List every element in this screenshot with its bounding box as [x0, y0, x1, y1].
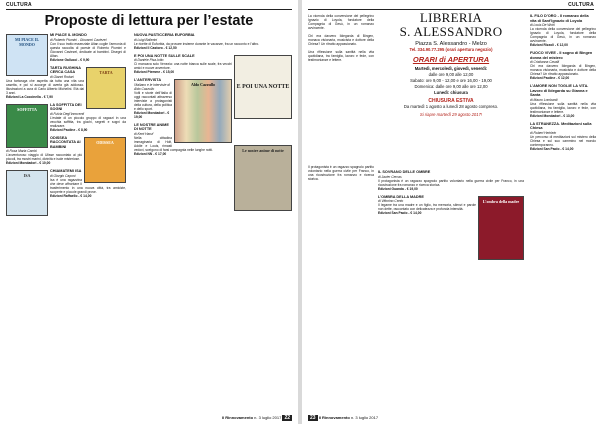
article: [378, 170, 524, 191]
article-title: LE NOSTRE ANIME DI NOTTE: [134, 122, 169, 131]
page-number: 22: [284, 415, 290, 421]
article-continuation: Il protagonista è un ragazzo spagnolo partito volontario nella guerra civile per Franco, in una ricostruzione fra romanzo e ricerca storica.: [308, 165, 374, 181]
left-column-right-page: [308, 14, 374, 62]
article: [530, 84, 596, 118]
article-edition: Edizioni San Paolo - € 14,00: [530, 146, 574, 151]
article-edition: Edizioni Piemme - € 15,00: [134, 70, 175, 74]
article-author: di Kent Haruf: [134, 131, 154, 136]
bookstore-phone: Tel. 334.90.77.295 (orari apertura negozio): [409, 47, 493, 52]
bookstore-name-2: S. ALESSANDRO: [399, 24, 503, 39]
article-body: Nella cittadina immaginaria di Holt, Addie e Louis, rimasti vedovi, scelgono di farsi compagnia nelle lunghe notti.: [134, 135, 213, 152]
article-author: di Giorgio Caponi: [50, 173, 76, 178]
article-author: di Cristianna Cavalli: [530, 60, 560, 64]
article-title: TARTA RUGHINA CERCA CASA: [50, 65, 81, 74]
article-author: di Rosa Maria Cambi: [6, 149, 37, 153]
article-body: Una riflessione sulla santità nella vita quotidiana, tra famiglia, lavoro e fede, con testimonianze e lettere.: [530, 101, 596, 114]
article-edition: Edizioni Mondadori - € 13,00: [530, 113, 575, 118]
page-title: Proposte di lettura per l’estate: [44, 13, 254, 29]
article-body: Un percorso di meditazioni sul mistero della Chiesa e sul suo cammino nel mondo contemporaneo.: [530, 134, 596, 147]
article-author: di Mauro Lombardi: [530, 97, 558, 102]
article-body: Ci mancava solo Venezia: una notte bianca sulle scale, fra vecchi amici e nuove avventure.: [134, 62, 232, 70]
article-author: di Louis De Wohl: [530, 23, 555, 27]
article-edition: Edizioni Raffaello - € 14,00: [50, 193, 92, 198]
article-title: NUOVA PASTICCERIA EUFORBIA: [134, 33, 195, 37]
article-title: ODISSEA RACCONTATA AI BAMBINI: [50, 135, 81, 149]
article-title: CHIAMATEMI ISA: [50, 169, 82, 173]
article-body: L’estate di un piccolo gruppo di ragazzi in una vecchia soffitta, tra giochi, segreti e sogni da realizzare.: [50, 115, 126, 128]
article-author: di Vittorino Cento: [378, 199, 404, 203]
article-title: L’AMORE NON TOGLIE LA VITA. Lavoro di Ildegarda su Gianna e Santa: [530, 84, 589, 97]
article-title: MI PIACE IL MONDO: [50, 33, 87, 37]
header-rule: [6, 9, 292, 10]
article: [134, 33, 292, 50]
weekday-label: Martedì, mercoledì, giovedì, venerdì:: [414, 66, 488, 71]
article-author: l’Italiano e le interviste di Aldo Cazzullo: [134, 82, 170, 91]
book-cover-image: L’ombra della madre: [478, 196, 524, 260]
sunday-hours: Domenica: dalle ore 9,00 alle ore 12,00: [414, 84, 488, 89]
left-page: [0, 0, 298, 424]
book-cover-image: TARTA: [86, 67, 126, 109]
article-author: di Luigi Ballerini: [134, 37, 158, 42]
book-cover-image: MI PIACE IL MONDO: [6, 34, 48, 76]
article-edition: Edizioni Il Castoro - € 12,50: [134, 45, 177, 50]
book-cover-image: ODISSEA: [84, 137, 126, 183]
article-body: Isa è una ragazzina che deve affrontare il trasferimento in una nuova città, tra amicizie, scoperte e piccole grandi prove.: [50, 177, 126, 194]
article-body: Il protagonista è un ragazzo spagnolo partito volontario nella guerra civile per Franco, in una ricostruzione fra romanzo e ricerca storica.: [378, 178, 524, 187]
article-body: Il legame tra una madre e un figlio, tra memoria, silenzi e parole non dette, raccontato con delicatezza e profonda intensità.: [378, 203, 476, 211]
article-body: Una tartaruga che aspetta da tutta una vita una casetta, e poi si accorge di averla già addosso. Illustrazioni a cura di Carlo Alberto Michelini. Età dai 3 anni.: [6, 78, 84, 95]
page-footer: 23 Il Rinnovamento n. 3 luglio 2017: [310, 415, 379, 421]
article-body: La vicenda della conversione del pellegrino Ignazio di Loyola, fondatore della Compagnia di Gesù, in un romanzo avvincente.: [530, 27, 596, 43]
article: [6, 33, 126, 62]
summer-closing: CHIUSURA ESTIVA: [428, 98, 474, 104]
bookstore-address: Piazza S. Alessandro - Melzo: [415, 41, 487, 47]
section-label: CULTURA: [568, 2, 594, 8]
book-cover-image: ISA: [6, 170, 48, 216]
article-title: LA SOFFITTA DEI SOGNI: [50, 102, 82, 111]
article-edition: Edizioni Guanda - € 19,00: [378, 186, 418, 191]
left-column-2: [134, 33, 292, 212]
article-author: di Fulvia Degl’Innocenti: [50, 111, 85, 116]
right-column: [530, 14, 596, 155]
article-title: L’OMBRA DELLA MADRE: [378, 194, 424, 199]
book-cover-image: Aldo Cazzullo: [174, 79, 232, 143]
article-author: di Roberto Piumini - Giovanni Caviezel: [50, 37, 107, 42]
book-cover-image: E POI UNA NOTTE: [234, 55, 292, 119]
bookstore-hours-box: [378, 11, 524, 165]
article-author: di Daniele Pisa-Iotto: [134, 58, 164, 62]
bookstore-name: LIBRERIA: [419, 10, 483, 25]
left-column-1: [6, 33, 126, 217]
article-continuation: Una riflessione sulla santità nella vita quotidiana, tra famiglia, lavoro e fede, con testimonianze e lettere.: [308, 50, 374, 62]
right-page: [302, 0, 600, 424]
article: [530, 14, 596, 47]
article: [378, 195, 524, 216]
article-title: IL SOVRANO DELLE OMBRE: [378, 170, 431, 174]
article-body: L’avventuroso viaggio di Ulisse raccontato ai più piccoli, tra mostri marini, divinità e isole misteriose.: [6, 153, 82, 161]
article-edition: Edizione Gallucci - € 9,90: [50, 57, 90, 62]
article-edition: Edizioni San Paolo - € 14,00: [378, 211, 422, 215]
page-footer: Il Rinnovamento n. 3 luglio 2017 22: [221, 415, 290, 421]
book-cover-image: Le nostre anime di notte: [234, 145, 292, 211]
saturday-hours: Sabato: ore 9,00 - 12,00 e ore 16,00 - 19,00: [410, 78, 492, 83]
article-title: LA STRANEZZA. Meditazioni sulla Chiesa: [530, 121, 592, 130]
article-edition: Edizioni Mondadori - € 10,00: [6, 161, 51, 165]
article-title: FUOCO VIVEE - Il sogno di Bingen donna del mistero: [530, 51, 593, 60]
section-label: CULTURA: [6, 2, 32, 8]
middle-left-column: [308, 165, 374, 181]
article: [530, 122, 596, 151]
article-title: E POI UNA NOTTE SULLE SCALE: [134, 53, 195, 58]
article-edition: Edizioni Mondadori - € 19,00: [134, 110, 170, 119]
article-author: di Javier Cercas: [378, 174, 402, 179]
article-edition: Edizioni Paoline - € 8,90: [50, 127, 88, 132]
weekday-hours: dalle ore 9,00 alle 12,00: [428, 72, 474, 77]
article-edition: Edizioni La Coccinella - € 7,90: [6, 94, 53, 99]
article-author: di Gianni Rodari: [50, 74, 74, 79]
article-title: L’ANTERVISTA: [134, 78, 162, 82]
article: [530, 51, 596, 80]
opening-hours-title: ORARI di APERTURA: [412, 55, 490, 64]
summer-closing-detail: Da martedì 1 agosto a lunedì 28 agosto compreso.: [403, 104, 499, 109]
article-edition: Edizioni NN - € 17,00: [134, 151, 167, 156]
article-continuation: Chi era davvero Ildegarda di Bingen, monaca visionaria, musicista e dottore della Chiesa? Un ritratto appassionato.: [308, 34, 374, 46]
article-body: Le ricette di Euforbia, da provare insieme durante le vacanze, fra un racconto e l’altro.: [134, 41, 260, 46]
middle-column: [378, 170, 524, 261]
article-author: di Robert Heinlein: [530, 130, 557, 135]
article-continuation: La vicenda della conversione del pellegrino Ignazio di Loyola, fondatore della Compagnia di Gesù, in un romanzo avvincente.: [308, 14, 374, 30]
book-cover-image: SOFFITTA: [6, 104, 48, 148]
article-title: IL FILO D’ORO - Il romanzo della vita di Sant’Ignazio di Loyola: [530, 14, 589, 23]
article-body: Volti e storie dell’Italia di oggi raccontati attraverso interviste a protagonisti della cultura, della politica e dello sport.: [134, 90, 172, 111]
monday-closed: Lunedì: chiusura: [434, 90, 468, 95]
article-edition: Edizioni Rizzoli - € 12,00: [530, 43, 568, 47]
reopening-note: Si riapre martedì 29 agosto 2017!: [419, 112, 483, 117]
article-body: Chi era davvero Ildegarda di Bingen, monaca visionaria, musicista e dottore della Chiesa? Un ritratto appassionato.: [530, 64, 596, 76]
article-body: Con il suo tratto essenziale Altan coglie l’armonia di questa raccolta di poesie di Roberto Piumini e Giovanni Caviezel, dedicate ai bambini. Disegni di Altan.: [50, 41, 126, 58]
article-edition: Edizioni Paoline - € 12,00: [530, 76, 570, 80]
page-number: 23: [310, 415, 316, 421]
